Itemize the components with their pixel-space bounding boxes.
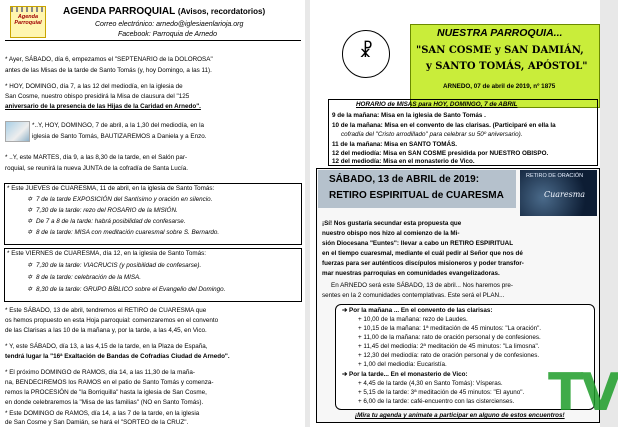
retiro-line-3: de las Clarisas a las 10 de la mañana y, por la tarde, a las 4,45, en Vico. bbox=[5, 327, 207, 334]
retiro-line-1: * Este SÁBADO, 13 de abril, tendremos el RETIRO de CUARESMA que bbox=[5, 307, 207, 314]
retiro-text-line: ¡Sí! Nos gustaría secundar esta propuesta que bbox=[322, 220, 462, 227]
jueves-item: ✡ 8 de la tarde: MISA con meditación cuaresmal sobre S. Bernardo. bbox=[27, 229, 220, 236]
ramos-line-1: * El próximo DOMINGO de RAMOS, día 14, a las 11,30 de la maña- bbox=[5, 369, 195, 376]
plan-heading-morning: ➔ Por la mañana ... En el convento de las clarisas: bbox=[342, 307, 493, 314]
junta-line-1: * ..Y, este MARTES, día 9, a las 8,30 de la tarde, en el Salón par- bbox=[5, 154, 188, 161]
agenda-logo bbox=[10, 6, 46, 38]
header-suffix: (Avisos, recordatorios) bbox=[177, 7, 266, 16]
retiro-image-subtitle: Cuaresma bbox=[544, 190, 586, 199]
retiro-image-title: RETIRO DE ORACIÓN bbox=[526, 173, 584, 179]
footer-note: ¡Mira tu agenda y anímate a participar en alguno de estos encuentros! bbox=[355, 412, 565, 419]
chi-rho-icon: ☧ bbox=[358, 41, 374, 62]
email-line: Correo electrónico: arnedo@iglesiaenlarioja.org bbox=[95, 21, 244, 28]
aniversario-line-3: aniversario de la presencia de las Hijas de la Caridad en Arnedo". bbox=[5, 103, 201, 110]
mass-note: cofradía del "Cristo arrodillado" para celebrar su 50º aniversario). bbox=[341, 131, 523, 138]
plan-heading-afternoon: ➔ Por la tarde... En el monasterio de Vico: bbox=[342, 371, 468, 378]
viernes-heading: * Este VIERNES de CUARESMA, día 12, en la iglesia de Santo Tomás: bbox=[7, 250, 207, 257]
viernes-item: ✡ 8,30 de la tarde: GRUPO BÍBLICO sobre el Evangelio del Domingo. bbox=[27, 286, 226, 293]
viernes-item: ✡ 7,30 de la tarde: VIACRUCIS (y posibilidad de confesarse). bbox=[27, 262, 202, 269]
septenario-line-1: * Ayer, SÁBADO, día 6, empezamos el "SEPTENARIO de la DOLOROSA" bbox=[5, 56, 213, 63]
septenario-line-2: antes de las Misas de la tarde de Santo Tomás (y, hoy Domingo, a las 11). bbox=[5, 67, 212, 74]
mass-item: 12 del mediodía: Misa en SAN COSME presidida por NUESTRO OBISPO. bbox=[332, 150, 549, 157]
retiro-text-line: en el tiempo cuaresmal, mediante el cuál pedir al Señor que nos dé bbox=[322, 250, 523, 257]
retiro-text-line: fuerzas para ser auténticos discípulos misioneros y poder transfor- bbox=[322, 260, 524, 267]
logo-text: Agenda Parroquial bbox=[14, 14, 42, 27]
masses-title: HORARIO de MISAS para HOY, DOMINGO, 7 de ABRIL bbox=[356, 101, 518, 108]
plan-item: + 4,45 de la tarde (4,30 en Santo Tomás): Vísperas. bbox=[358, 380, 503, 387]
facebook-line: Facebook: Parroquia de Arnedo bbox=[118, 31, 217, 38]
mass-item: 11 de la mañana: Misa en SANTO TOMÁS. bbox=[332, 141, 458, 148]
issue-date: ARNEDO, 07 de abril de 2019, nº 1875 bbox=[443, 83, 556, 90]
banner bbox=[410, 24, 600, 108]
retiro-text-line: sión Diocesana "Euntes": llevar a cabo un RETIRO ESPIRITUAL bbox=[322, 240, 514, 247]
retiro-text-line: mar nuestras parroquias en comunidades evangelizadoras. bbox=[322, 270, 500, 277]
aniversario-line-1: * HOY, DOMINGO, día 7, a las 12 del mediodía, en la iglesia de bbox=[5, 83, 183, 90]
plan-item: + 6,00 de la tarde: café-encuentro con las cistercienses. bbox=[358, 398, 515, 405]
jueves-heading: * Este JUEVES de CUARESMA, 11 de abril, en la iglesia de Santo Tomás: bbox=[7, 185, 215, 192]
plan-item: + 10,15 de la mañana: 1ª meditación de 45 minutos: "La oración". bbox=[358, 325, 542, 332]
header-title: AGENDA PARROQUIAL bbox=[63, 6, 176, 17]
plan-item: + 1,00 del mediodía: Eucaristía. bbox=[358, 361, 447, 368]
plan-item: + 11,00 de la mañana: rato de oración personal y de confesiones. bbox=[358, 334, 541, 341]
bautizos-line-2: iglesia de Santo Tomás, BAUTIZAREMOS a Daniela y a Enzo. bbox=[32, 133, 207, 140]
bautizos-line-1: *..Y, HOY, DOMINGO, 7 de abril, a la 1,30 del mediodía, en la bbox=[32, 122, 204, 129]
mass-item: 12 del mediodía: Misa en el monasterio de Vico. bbox=[332, 158, 475, 165]
logo-rings bbox=[11, 7, 45, 12]
tv-watermark: TV bbox=[548, 363, 618, 423]
parish-page bbox=[310, 0, 618, 427]
viernes-item: ✡ 8 de la tarde: celebración de la MISA. bbox=[27, 274, 142, 281]
jueves-item: ✡ De 7 a 8 de la tarde: habrá posibilidad de confesarse. bbox=[27, 218, 186, 225]
retiro-image bbox=[520, 170, 597, 216]
sorteo-line-2: de San Cosme y San Damián, se hará el "SORTEO de la CRUZ". bbox=[5, 419, 189, 426]
parish-name-line-2: y SANTO TOMÁS, APÓSTOL" bbox=[426, 61, 588, 72]
parish-logo bbox=[342, 30, 390, 78]
viernes-box bbox=[4, 248, 302, 302]
retiro-text-line: sentes en la 2 comunidades contemplativas. Este será el PLAN... bbox=[322, 292, 505, 299]
page-title bbox=[63, 6, 265, 18]
retiro-text-line: En ARNEDO será este SÁBADO, 13 de abril... Nos haremos pre- bbox=[331, 282, 513, 289]
parish-name-line-1: "SAN COSME y SAN DAMIÁN, bbox=[416, 45, 584, 56]
plan-item: + 5,15 de la tarde: 3ª meditación de 45 minutos: "El ayuno". bbox=[358, 389, 525, 396]
banner-title: NUESTRA PARROQUIA... bbox=[437, 27, 563, 39]
agenda-page bbox=[0, 0, 305, 427]
ramos-line-2: na, BENDECIREMOS los RAMOS en el patio de Santo Tomás y comenza- bbox=[5, 379, 214, 386]
plan-item: + 11,45 del mediodía: 2ª meditación de 45 minutos: "La limosna". bbox=[358, 343, 540, 350]
retiro-title-1: SÁBADO, 13 de ABRIL de 2019: bbox=[329, 174, 480, 185]
retiro-title-2: RETIRO ESPIRITUAL de CUARESMA bbox=[329, 190, 504, 201]
ramos-line-3: remos la PROCESIÓN de "la Borriquilla" hasta la iglesia de San Cosme, bbox=[5, 389, 207, 396]
jueves-item: ✡ 7,30 de la tarde: rezo del ROSARIO de la MISIÓN. bbox=[27, 207, 178, 214]
plan-item: + 10,00 de la mañana: rezo de Laudes. bbox=[358, 316, 468, 323]
baptism-image bbox=[5, 121, 30, 142]
jueves-item: ✡ 7 de la tarde EXPOSICIÓN del Santísimo y oración en silencio. bbox=[27, 196, 213, 203]
mass-item: 9 de la mañana: Misa en la iglesia de Santo Tomás . bbox=[332, 112, 486, 119]
ramos-line-4: en donde celebraremos la "Misa de las familias" (NO en Santo Tomás). bbox=[5, 399, 204, 406]
retiro-line-2: os hemos propuesto en esta Hoja parroquial: comenzaremos en el convento bbox=[5, 317, 219, 324]
mass-item: 10 de la mañana: Misa en el convento de las clarisas. (Participaré en ella la bbox=[332, 122, 556, 129]
retiro-text-line: nuestro obispo nos hizo al comienzo de la Mi- bbox=[322, 230, 460, 237]
sorteo-line-1: * Este DOMINGO de RAMOS, día 14, a las 7 de la tarde, en la iglesia bbox=[5, 410, 200, 417]
header-divider bbox=[5, 40, 301, 41]
junta-line-2: roquial, se reunirá la nueva JUNTA de la cofradía de Santa Lucía. bbox=[5, 165, 188, 172]
masses-box bbox=[328, 99, 598, 166]
plan-item: + 12,30 del mediodía: rato de oración personal y de confesiones. bbox=[358, 352, 540, 359]
bandas-line-2: tendrá lugar la "16ª Exaltación de Bandas de Cofradías Ciudad de Arnedo". bbox=[5, 353, 230, 360]
aniversario-line-2: San Cosme, nuestro obispo presidirá la Misa de clausura del "125 bbox=[5, 93, 190, 100]
jueves-box bbox=[4, 183, 302, 245]
bandas-line-1: * Y, este SÁBADO, día 13, a las 4,15 de la tarde, en la Plaza de España, bbox=[5, 343, 208, 350]
